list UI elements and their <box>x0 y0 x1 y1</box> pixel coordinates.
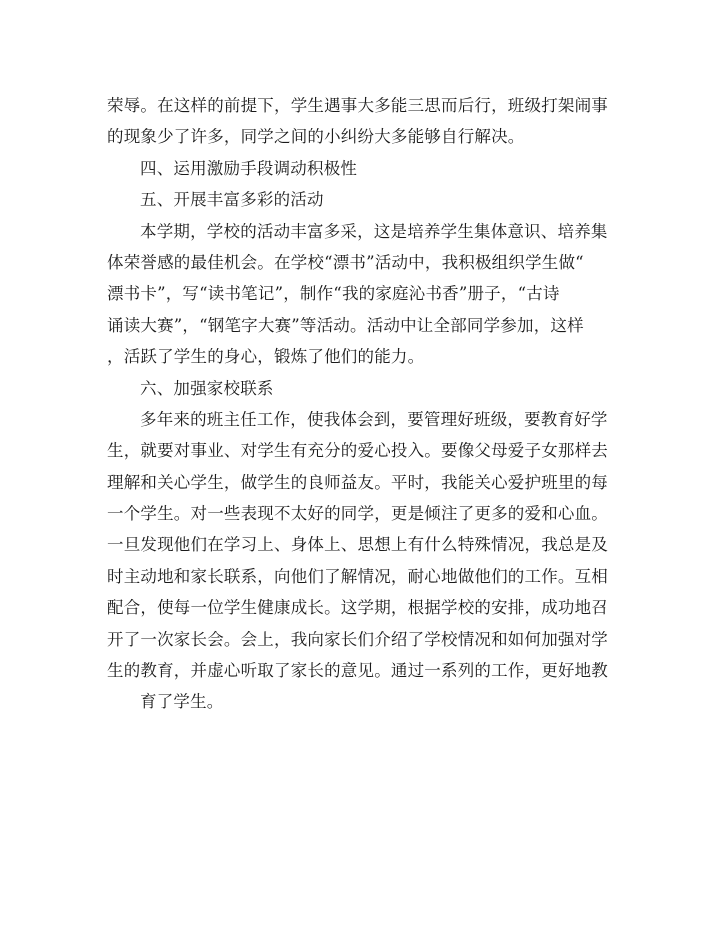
text-line: 体荣誉感的最佳机会。在学校“漂书”活动中，我积极组织学生做“ <box>107 252 584 272</box>
text-line: 生的教育，并虚心听取了家长的意见。通过一系列的工作，更好地教 <box>107 661 608 681</box>
document-body <box>107 90 617 718</box>
paragraph-start: 多年来的班主任工作，使我体会到，要管理好班级，要教育好学 <box>140 409 608 429</box>
text-line: 生，就要对事业、对学生有充分的爱心投入。要像父母爱子女那样去 <box>107 441 608 461</box>
text-line: 漂书卡”，写“读书笔记”，制作“我的家庭沁书香”册子，“古诗 <box>107 284 560 304</box>
section-heading-4: 四、运用激励手段调动积极性 <box>140 158 358 178</box>
text-line: 时主动地和家长联系，向他们了解情况，耐心地做他们的工作。互相 <box>107 566 608 586</box>
paragraph-start: 本学期，学校的活动丰富多采，这是培养学生集体意识、培养集 <box>140 221 608 241</box>
text-line: 配合，使每一位学生健康成长。这学期，根据学校的安排，成功地召 <box>107 598 608 618</box>
section-heading-6: 六、加强家校联系 <box>140 378 274 398</box>
section-heading-5: 五、开展丰富多彩的活动 <box>140 190 324 210</box>
text-line: 诵读大赛”，“钢笔字大赛”等活动。活动中让全部同学参加，这样 <box>107 315 584 335</box>
text-line: 的现象少了许多，同学之间的小纠纷大多能够自行解决。 <box>107 127 525 147</box>
text-line: ，活跃了学生的身心，锻炼了他们的能力。 <box>107 347 425 367</box>
text-line: 一个学生。对一些表现不太好的同学，更是倾注了更多的爱和心血。 <box>107 504 608 524</box>
text-line: 开了一次家长会。会上，我向家长们介绍了学校情况和如何加强对学 <box>107 629 608 649</box>
text-line: 育了学生。 <box>140 692 224 712</box>
text-line: 荣辱。在这样的前提下，学生遇事大多能三思而后行，班级打架闹事 <box>107 96 608 115</box>
text-line: 理解和关心学生，做学生的良师益友。平时，我能关心爱护班里的每 <box>107 472 608 492</box>
text-line: 一旦发现他们在学习上、身体上、思想上有什么特殊情况，我总是及 <box>107 535 608 555</box>
